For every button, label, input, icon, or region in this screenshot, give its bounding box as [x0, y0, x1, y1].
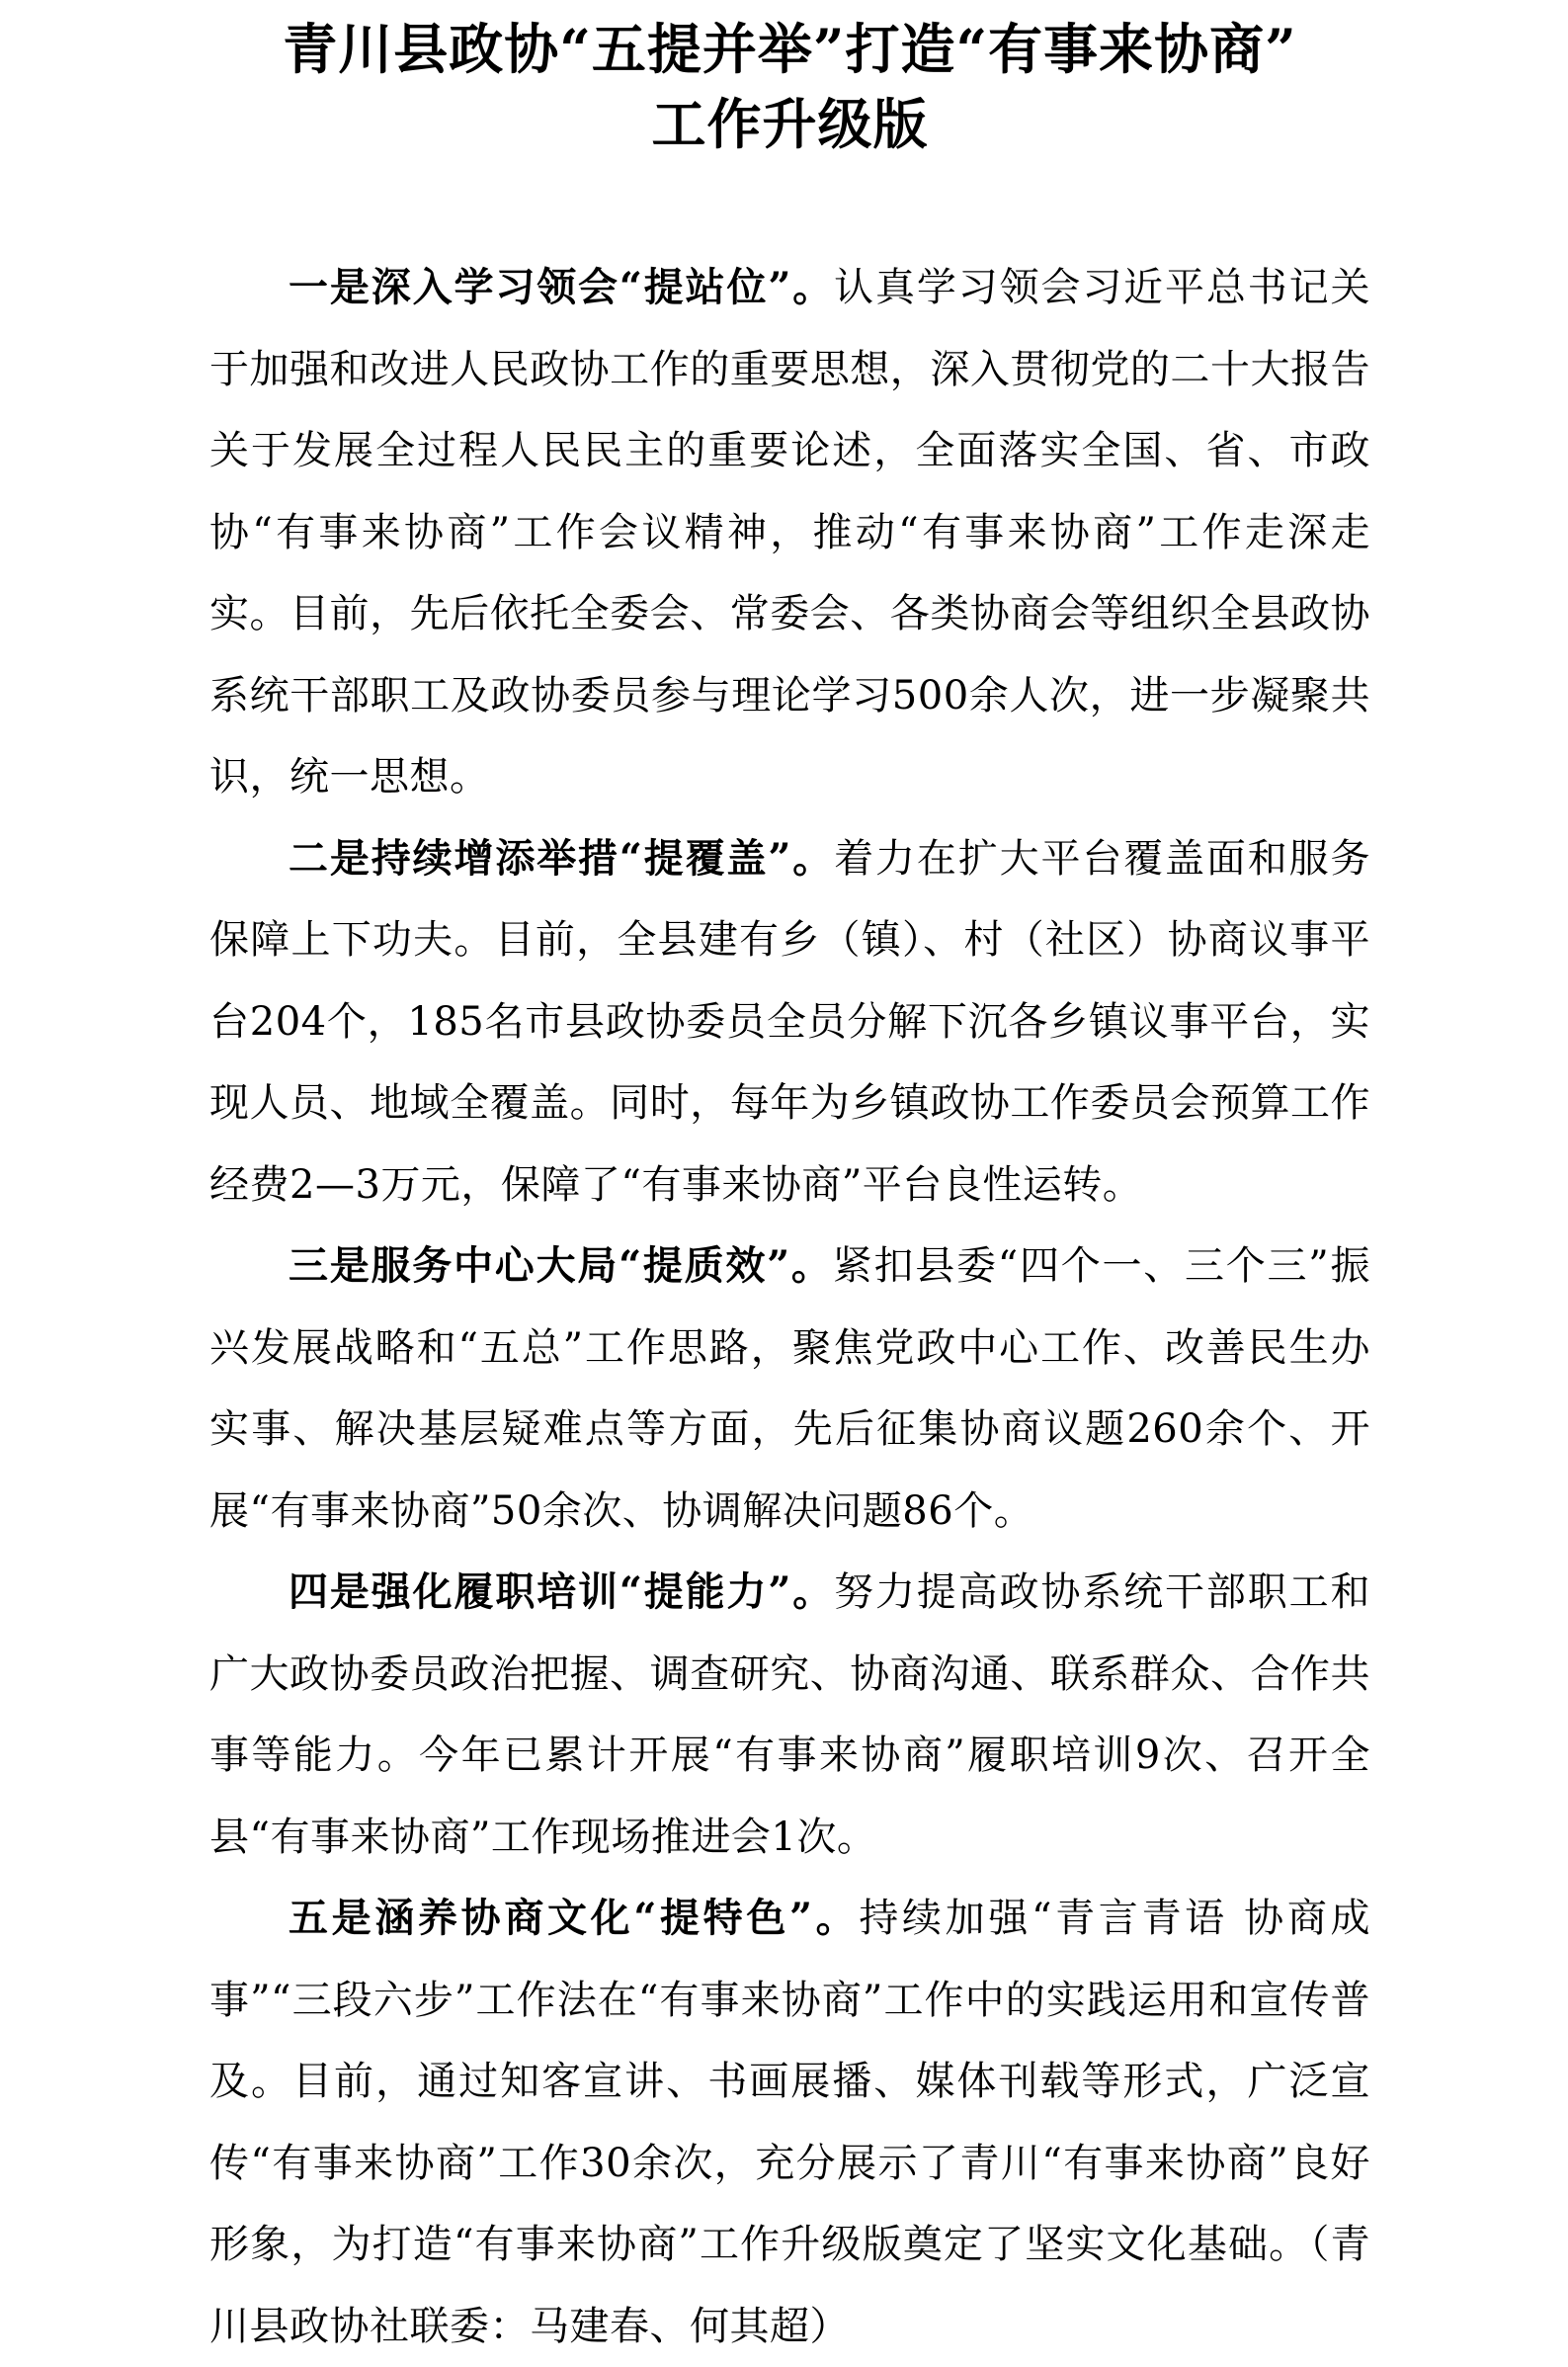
title-line-2: 工作升级版 — [651, 92, 929, 156]
document-title — [209, 0, 1370, 162]
document-page — [209, 0, 1370, 2367]
paragraph-1-lead: 一是深入学习领会“提站位”。 — [289, 264, 835, 310]
paragraph-2 — [209, 818, 1370, 1226]
paragraph-1 — [209, 247, 1370, 818]
paragraph-4-lead: 四是强化履职培训“提能力”。 — [289, 1568, 835, 1615]
title-line-1: 青川县政协“五提并举”打造“有事来协商” — [283, 17, 1297, 81]
document-body — [209, 247, 1370, 2367]
paragraph-4 — [209, 1552, 1370, 1878]
paragraph-5-text: 持续加强“青言青语 协商成事”“三段六步”工作法在“有事来协商”工作中的实践运用和宣传普及。目前，通过知客宣讲、书画展播、媒体刊载等形式，广泛宣传“有事来协商”工作30余次，充分展示了青川“有事来协商”良好形象，为打造“有事来协商”工作升级版奠定了坚实文化基础。（青川县政协社联委：马建春、何其超） — [209, 1896, 1370, 2349]
paragraph-4-text: 努力提高政协系统干部职工和广大政协委员政治把握、调查研究、协商沟通、联系群众、合作共事等能力。今年已累计开展“有事来协商”履职培训9次、召开全县“有事来协商”工作现场推进会1次。 — [209, 1569, 1371, 1860]
paragraph-5 — [209, 1878, 1370, 2367]
paragraph-2-text: 着力在扩大平台覆盖面和服务保障上下功夫。目前，全县建有乡（镇）、村（社区）协商议事平台204个，185名市县政协委员全员分解下沉各乡镇议事平台，实现人员、地域全覆盖。同时，每年为乡镇政协工作委员会预算工作经费2—3万元，保障了“有事来协商”平台良性运转。 — [209, 835, 1371, 1208]
paragraph-3-lead: 三是服务中心大局“提质效”。 — [289, 1242, 833, 1289]
paragraph-3 — [209, 1226, 1370, 1552]
paragraph-2-lead: 二是持续增添举措“提覆盖”。 — [289, 834, 835, 882]
paragraph-1-text: 认真学习领会习近平总书记关于加强和改进人民政协工作的重要思想，深入贯彻党的二十大报告关于发展全过程人民民主的重要论述，全面落实全国、省、市政协“有事来协商”工作会议精神，推动“有事来协商”工作走深走实。目前，先后依托全委会、常委会、各类协商会等组织全县政协系统干部职工及政协委员参与理论学习500余人次，进一步凝聚共识，统一思想。 — [209, 265, 1371, 800]
paragraph-3-text: 紧扣县委“四个一、三个三”振兴发展战略和“五总”工作思路，聚焦党政中心工作、改善民生办实事、解决基层疑难点等方面，先后征集协商议题260余个、开展“有事来协商”50余次、协调解决问题86个。 — [209, 1243, 1370, 1534]
paragraph-5-lead: 五是涵养协商文化“提特色”。 — [289, 1895, 860, 1941]
